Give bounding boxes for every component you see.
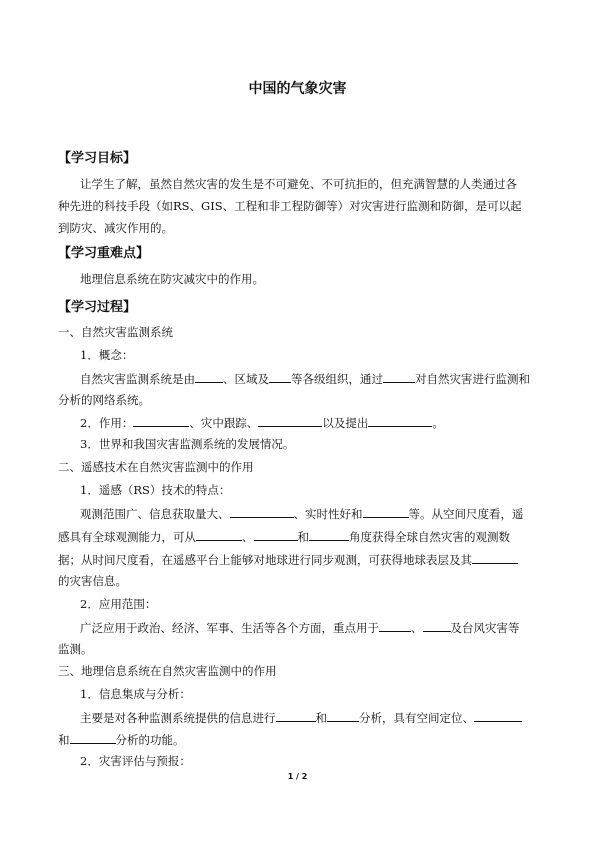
key-points-text: 地理信息系统在防灾减灾中的作用。 [80, 272, 264, 286]
text-segment: 。 [432, 416, 444, 430]
section-2-p4: 的灾害信息。 [58, 574, 127, 588]
section-2-application [80, 620, 520, 635]
section-3-title: 三、地理信息系统在自然灾害监测中的作用 [58, 664, 277, 678]
fill-blank[interactable] [423, 620, 451, 632]
objectives-line-2: 种先进的科技手段（如RS、GIS、工程和非工程防御等）对灾害进行监测和防御，是可以起 [58, 199, 522, 213]
fill-blank[interactable] [276, 710, 316, 722]
heading-key-points: 【学习重难点】 [58, 246, 150, 261]
text-segment: 、 [242, 530, 254, 544]
fill-blank[interactable] [258, 415, 322, 427]
text-segment: 分析，具有空间定位、 [359, 711, 474, 725]
fill-blank[interactable] [379, 620, 411, 632]
section-2-application-line-2: 监测。 [58, 642, 93, 656]
heading-objectives: 【学习目标】 [58, 151, 137, 166]
text-segment: 主要是对各种监测系统提供的信息进行 [80, 711, 276, 725]
fill-blank[interactable] [368, 415, 432, 427]
fill-blank[interactable] [133, 415, 189, 427]
fill-blank[interactable] [327, 710, 359, 722]
fill-blank[interactable] [309, 529, 349, 541]
fill-blank[interactable] [70, 732, 116, 744]
text-segment: 角度获得全球自然灾害的观测数 [349, 530, 510, 544]
fill-blank[interactable] [196, 529, 242, 541]
text-segment: 、 [411, 621, 423, 635]
section-3-item-1: 1．信息集成与分析： [80, 687, 191, 701]
text-segment: 分析的功能。 [115, 733, 185, 747]
text-segment: 感具有全球观测能力，可从 [58, 530, 196, 544]
text-segment: 、实时性好和 [293, 507, 363, 521]
fill-blank[interactable] [254, 529, 298, 541]
section-1-concept-line-2: 分析的网络系统。 [58, 393, 150, 407]
page-number: 1 / 2 [287, 772, 308, 781]
fill-blank[interactable] [363, 506, 409, 518]
heading-process: 【学习过程】 [58, 300, 137, 315]
text-segment: 观测范围广、信息获取量大、 [80, 507, 230, 521]
fill-blank[interactable] [230, 506, 294, 518]
fill-blank[interactable] [195, 371, 223, 383]
text-segment: 和 [58, 733, 70, 747]
section-1-item-1: 1．概念： [80, 348, 134, 362]
fill-blank[interactable] [383, 371, 415, 383]
text-segment: 等。从空间尺度看，遥 [408, 507, 524, 521]
document-title: 中国的气象灾害 [248, 81, 347, 97]
section-1-title: 一、自然灾害监测系统 [58, 325, 173, 339]
section-2-p1 [80, 506, 524, 521]
fill-blank[interactable] [474, 710, 522, 722]
section-1-item-2 [80, 415, 444, 430]
section-3-item-2: 2．灾害评估与预报： [80, 754, 191, 768]
text-segment: 和 [315, 711, 327, 725]
text-segment: 自然灾害监测系统是由 [80, 372, 195, 386]
section-3-p1 [80, 710, 522, 725]
text-segment: 、区域及 [223, 372, 269, 386]
section-3-p2 [58, 732, 185, 747]
section-2-p2 [58, 529, 510, 544]
fill-blank[interactable] [472, 552, 518, 564]
text-segment: 2．作用： [80, 416, 134, 430]
objectives-line-1: 让学生了解，虽然自然灾害的发生是不可避免、不可抗拒的，但充满智慧的人类通过各 [80, 177, 517, 191]
objectives-line-3: 到防灾、减灾作用的。 [58, 221, 173, 235]
text-segment: 、灾中跟踪、 [189, 416, 259, 430]
fill-blank[interactable] [269, 371, 291, 383]
section-2-title: 二、遥感技术在自然灾害监测中的作用 [58, 460, 254, 474]
section-2-item-1: 1．遥感（RS）技术的特点： [80, 483, 231, 497]
section-2-p3 [58, 552, 518, 567]
section-1-concept-line [80, 371, 530, 386]
text-segment: 和 [297, 530, 309, 544]
section-1-item-3: 3．世界和我国灾害监测系统的发展情况。 [80, 437, 295, 451]
section-2-item-2: 2．应用范围： [80, 597, 157, 611]
text-segment: 广泛应用于政治、经济、军事、生活等各个方面，重点用于 [80, 621, 379, 635]
text-segment: 等各级组织，通过 [291, 372, 383, 386]
text-segment: 据；从时间尺度看，在遥感平台上能够对地球进行同步观测，可获得地球表层及其 [58, 553, 472, 567]
text-segment: 对自然灾害进行监测和 [415, 372, 530, 386]
text-segment: 及台风灾害等 [450, 621, 520, 635]
text-segment: 以及提出 [322, 416, 369, 430]
